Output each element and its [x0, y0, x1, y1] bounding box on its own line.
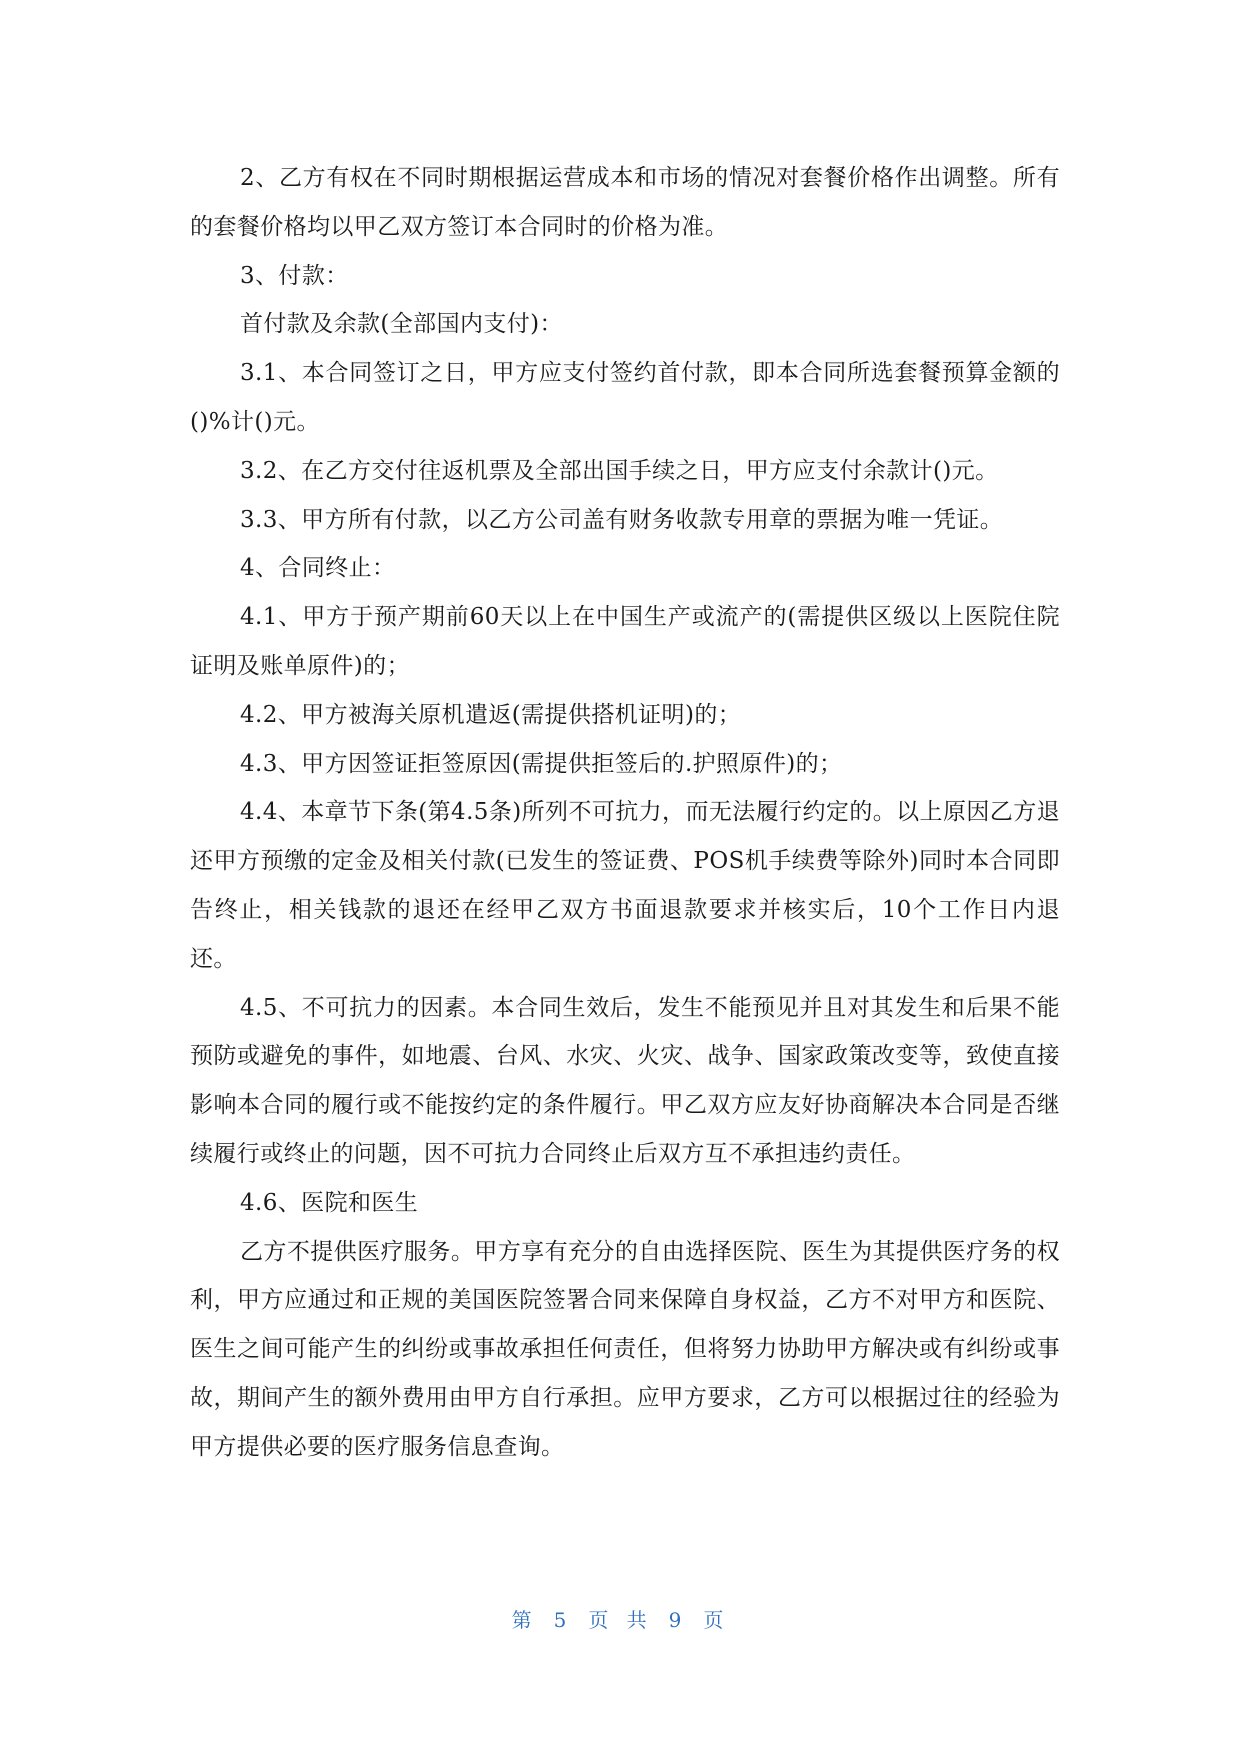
paragraph: 3.2、在乙方交付往返机票及全部出国手续之日，甲方应支付余款计()元。: [240, 457, 999, 484]
paragraph: 3、付款：: [240, 262, 349, 289]
paragraph: 3.1、本合同签订之日，甲方应支付签约首付款，即本合同所选套餐预算金额的()%计()元。: [190, 360, 1060, 435]
paragraph: 乙方不提供医疗服务。甲方享有充分的自由选择医院、医生为其提供医疗务的权利，甲方应通过和正规的美国医院签署合同来保障自身权益，乙方不对甲方和医院、医生之间可能产生的纠纷或事故承担任何责任，但将努力协助甲方解决或有纠纷或事故，期间产生的额外费用由甲方自行承担。应甲方要求，乙方可以根据过往的经验为甲方提供必要的医疗服务信息查询。: [190, 1238, 1060, 1460]
document-body: [190, 154, 1060, 1472]
footer-current-page: 5: [553, 1608, 573, 1632]
paragraph: 4.3、甲方因签证拒签原因(需提供拒签后的.护照原件)的；: [240, 750, 843, 777]
footer-suffix: 页: [703, 1608, 730, 1632]
paragraph: 4.5、不可抗力的因素。本合同生效后，发生不能预见并且对其发生和后果不能预防或避免的事件，如地震、台风、水灾、火灾、战争、国家政策改变等，致使直接影响本合同的履行或不能按约定的条件履行。甲乙双方应友好协商解决本合同是否继续履行或终止的问题，因不可抗力合同终止后双方互不承担违约责任。: [190, 994, 1060, 1167]
paragraph: 4.6、医院和医生: [240, 1189, 419, 1216]
paragraph: 2、乙方有权在不同时期根据运营成本和市场的情况对套餐价格作出调整。所有的套餐价格均以甲乙双方签订本合同时的价格为准。: [190, 165, 1060, 240]
paragraph: 3.3、甲方所有付款，以乙方公司盖有财务收款专用章的票据为唯一凭证。: [240, 506, 1004, 533]
paragraph: 4.1、甲方于预产期前60天以上在中国生产或流产的(需提供区级以上医院住院证明及账单原件)的；: [190, 604, 1060, 679]
paragraph: 4、合同终止：: [240, 555, 396, 582]
paragraph: 首付款及余款(全部国内支付)：: [240, 311, 563, 338]
footer-total-pages: 9: [668, 1608, 688, 1632]
page-footer: [0, 1604, 1241, 1633]
paragraph: 4.2、甲方被海关原机遣返(需提供搭机证明)的；: [240, 701, 742, 728]
footer-middle: 页 共: [588, 1608, 653, 1632]
paragraph: 4.4、本章节下条(第4.5条)所列不可抗力，而无法履行约定的。以上原因乙方退还甲方预缴的定金及相关付款(已发生的签证费、POS机手续费等除外)同时本合同即告终止，相关钱款的退还在经甲乙双方书面退款要求并核实后，10个工作日内退还。: [190, 799, 1060, 972]
footer-prefix: 第: [511, 1608, 538, 1632]
